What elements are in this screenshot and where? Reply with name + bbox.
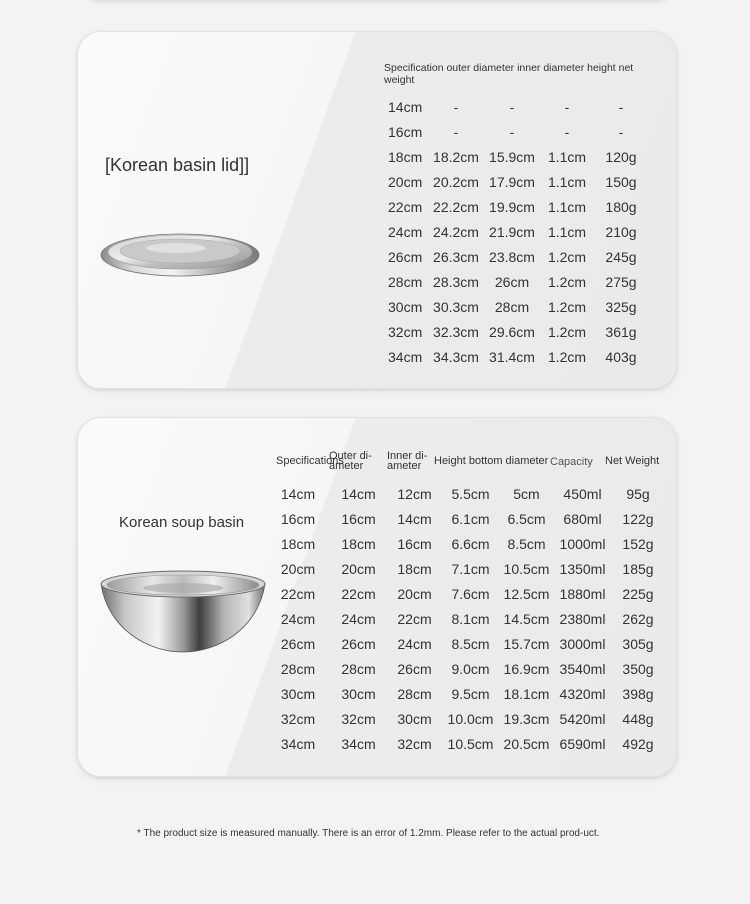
basin-table-cell: 18cm: [280, 535, 316, 552]
lid-table-cell: 26.3cm: [433, 248, 479, 265]
lid-table-cell: 28.3cm: [433, 273, 479, 290]
basin-table-cell: 10.5cm: [503, 560, 550, 577]
basin-spec-table: [276, 481, 666, 756]
basin-table-cell: 5.5cm: [451, 485, 490, 502]
lid-table-cell: -: [453, 123, 459, 140]
basin-table-cell: 185g: [622, 560, 654, 577]
basin-table-row: [276, 506, 666, 531]
footnote: * The product size is measured manually. There is an error of 1.2mm. Please refer to the actual prod-uct.: [137, 828, 600, 839]
lid-table-cell: -: [509, 98, 515, 115]
basin-table-cell: 6590ml: [559, 735, 606, 752]
basin-table-cell: 32cm: [280, 710, 316, 727]
lid-spec-table: [384, 94, 648, 369]
lid-table-cell: 34.3cm: [433, 348, 479, 365]
basin-table-cell: 6.6cm: [451, 535, 490, 552]
basin-table-row: [276, 531, 666, 556]
lid-table-cell: 210g: [605, 223, 637, 240]
basin-table-cell: 6.1cm: [451, 510, 490, 527]
lid-table-row: [384, 144, 648, 169]
basin-table-row: [276, 606, 666, 631]
basin-table-cell: 225g: [622, 585, 654, 602]
basin-table-cell: 9.0cm: [451, 660, 490, 677]
lid-table-cell: 1.2cm: [547, 273, 587, 290]
lid-table-cell: 21.9cm: [489, 223, 535, 240]
lid-table-cell: 18.2cm: [433, 148, 479, 165]
basin-table-cell: 18cm: [397, 560, 432, 577]
lid-table-cell: 1.2cm: [547, 348, 587, 365]
soup-basin-image: [98, 564, 268, 654]
lid-table-cell: -: [564, 98, 570, 115]
basin-table-cell: 448g: [622, 710, 654, 727]
basin-table-cell: 350g: [622, 660, 654, 677]
basin-table-cell: 2380ml: [559, 610, 606, 627]
basin-table-cell: 492g: [622, 735, 654, 752]
basin-table-cell: 22cm: [280, 585, 316, 602]
basin-table-cell: 34cm: [341, 735, 376, 752]
basin-table-cell: 6.5cm: [507, 510, 546, 527]
lid-table-row: [384, 294, 648, 319]
lid-table-row: [384, 119, 648, 144]
basin-table-cell: 450ml: [563, 485, 602, 502]
soup-basin-card: [77, 417, 677, 777]
basin-table-cell: 122g: [622, 510, 654, 527]
lid-table-cell: 180g: [605, 198, 637, 215]
lid-table-cell: 16cm: [388, 123, 423, 140]
basin-table-cell: 14cm: [280, 485, 316, 502]
header-capacity: Capacity: [550, 456, 593, 468]
basin-table-cell: 3000ml: [559, 635, 606, 652]
basin-table-cell: 14.5cm: [503, 610, 550, 627]
basin-table-cell: 1000ml: [559, 535, 606, 552]
lid-table-cell: 1.1cm: [547, 148, 587, 165]
lid-table-cell: 23.8cm: [489, 248, 535, 265]
basin-table-cell: 22cm: [341, 585, 376, 602]
lid-table-cell: 1.1cm: [547, 198, 587, 215]
lid-table-cell: 28cm: [494, 298, 530, 315]
header-specifications: Specifications: [276, 455, 344, 467]
basin-table-cell: 3540ml: [559, 660, 606, 677]
lid-table-cell: 26cm: [494, 273, 530, 290]
lid-table-cell: 24.2cm: [433, 223, 479, 240]
basin-table-cell: 20cm: [397, 585, 432, 602]
basin-table-cell: 1880ml: [559, 585, 606, 602]
basin-table-cell: 5420ml: [559, 710, 606, 727]
basin-table-cell: 20cm: [280, 560, 316, 577]
basin-table-cell: 95g: [626, 485, 650, 502]
lid-table-row: [384, 344, 648, 369]
basin-table-cell: 16.9cm: [503, 660, 550, 677]
lid-table-cell: 24cm: [388, 223, 423, 240]
basin-table-cell: 24cm: [397, 635, 432, 652]
lid-table-cell: 403g: [605, 348, 637, 365]
basin-table-cell: 4320ml: [559, 685, 606, 702]
lid-table-cell: 18cm: [388, 148, 423, 165]
lid-table-cell: 1.2cm: [547, 323, 587, 340]
basin-table-cell: 28cm: [397, 685, 432, 702]
basin-table-cell: 14cm: [397, 510, 432, 527]
basin-lid-card: [77, 31, 677, 389]
basin-table-cell: 30cm: [341, 685, 376, 702]
basin-table-row: [276, 656, 666, 681]
lid-table-row: [384, 219, 648, 244]
basin-table-cell: 18cm: [341, 535, 376, 552]
basin-table-cell: 398g: [622, 685, 654, 702]
basin-lid-image: [100, 226, 260, 306]
lid-table-cell: 26cm: [388, 248, 423, 265]
basin-table-cell: 305g: [622, 635, 654, 652]
lid-table-cell: -: [618, 123, 624, 140]
lid-table-cell: 30cm: [388, 298, 423, 315]
basin-table-row: [276, 681, 666, 706]
lid-table-cell: 325g: [605, 298, 637, 315]
basin-table-cell: 18.1cm: [503, 685, 550, 702]
basin-table-cell: 680ml: [563, 510, 602, 527]
basin-table-row: [276, 706, 666, 731]
basin-table-cell: 14cm: [341, 485, 376, 502]
lid-table-cell: 20.2cm: [433, 173, 479, 190]
basin-table-cell: 16cm: [397, 535, 432, 552]
basin-table-cell: 26cm: [397, 660, 432, 677]
basin-table-cell: 32cm: [341, 710, 376, 727]
basin-table-cell: 26cm: [280, 635, 316, 652]
lid-table-cell: -: [509, 123, 515, 140]
lid-table-cell: 32.3cm: [433, 323, 479, 340]
lid-table-cell: 28cm: [388, 273, 423, 290]
basin-table-cell: 32cm: [397, 735, 432, 752]
basin-table-cell: 12.5cm: [503, 585, 550, 602]
basin-table-row: [276, 631, 666, 656]
basin-table-cell: 16cm: [341, 510, 376, 527]
basin-table-cell: 24cm: [341, 610, 376, 627]
header-outer-diameter: Outer di-ameter: [329, 450, 372, 472]
lid-table-cell: 17.9cm: [489, 173, 535, 190]
lid-table-cell: 15.9cm: [489, 148, 535, 165]
basin-table-cell: 152g: [622, 535, 654, 552]
lid-table-cell: 32cm: [388, 323, 423, 340]
basin-table-cell: 26cm: [341, 635, 376, 652]
lid-table-cell: -: [618, 98, 624, 115]
basin-table-cell: 24cm: [280, 610, 316, 627]
header-height-bottom-diameter: Height bottom diameter: [434, 455, 549, 467]
basin-table-cell: 7.1cm: [451, 560, 490, 577]
basin-table-cell: 20cm: [341, 560, 376, 577]
lid-table-cell: -: [564, 123, 570, 140]
basin-table-cell: 8.5cm: [507, 535, 546, 552]
lid-table-header: Specification outer diameter inner diameter height net weight: [384, 62, 634, 86]
lid-table-cell: 29.6cm: [489, 323, 535, 340]
lid-table-cell: 275g: [605, 273, 637, 290]
basin-table-cell: 12cm: [397, 485, 432, 502]
basin-table-cell: 28cm: [341, 660, 376, 677]
header-net-weight: Net Weight: [605, 455, 660, 467]
basin-table-cell: 30cm: [397, 710, 432, 727]
lid-table-cell: 22cm: [388, 198, 423, 215]
basin-table-cell: 22cm: [397, 610, 432, 627]
lid-table-cell: 34cm: [388, 348, 423, 365]
lid-table-cell: 22.2cm: [433, 198, 479, 215]
lid-table-cell: 1.1cm: [547, 173, 587, 190]
basin-table-row: [276, 581, 666, 606]
basin-table-header: [276, 450, 676, 478]
lid-table-cell: 19.9cm: [489, 198, 535, 215]
lid-table-cell: 120g: [605, 148, 637, 165]
lid-table-cell: 245g: [605, 248, 637, 265]
lid-table-row: [384, 169, 648, 194]
basin-table-cell: 8.5cm: [451, 635, 490, 652]
basin-table-cell: 15.7cm: [503, 635, 550, 652]
basin-table-cell: 5cm: [513, 485, 540, 502]
lid-table-cell: 14cm: [388, 98, 423, 115]
lid-table-cell: 30.3cm: [433, 298, 479, 315]
basin-table-row: [276, 556, 666, 581]
basin-table-cell: 16cm: [280, 510, 316, 527]
basin-table-cell: 262g: [622, 610, 654, 627]
lid-table-row: [384, 269, 648, 294]
basin-table-cell: 30cm: [280, 685, 316, 702]
basin-table-row: [276, 731, 666, 756]
basin-table-cell: 10.0cm: [447, 710, 494, 727]
lid-table-row: [384, 194, 648, 219]
header-inner-diameter: Inner di-ameter: [387, 450, 428, 472]
basin-table-cell: 28cm: [280, 660, 316, 677]
basin-title: Korean soup basin: [119, 514, 245, 531]
lid-table-cell: 1.2cm: [547, 298, 587, 315]
basin-table-cell: 10.5cm: [447, 735, 494, 752]
lid-table-cell: 1.2cm: [547, 248, 587, 265]
basin-table-cell: 1350ml: [559, 560, 606, 577]
basin-table-cell: 9.5cm: [451, 685, 490, 702]
basin-table-cell: 19.3cm: [503, 710, 550, 727]
lid-table-cell: -: [453, 98, 459, 115]
basin-table-row: [276, 481, 666, 506]
lid-table-row: [384, 94, 648, 119]
lid-table-row: [384, 244, 648, 269]
basin-table-cell: 8.1cm: [451, 610, 490, 627]
basin-table-cell: 7.6cm: [451, 585, 490, 602]
lid-table-cell: 150g: [605, 173, 637, 190]
lid-table-cell: 20cm: [388, 173, 423, 190]
lid-table-cell: 31.4cm: [489, 348, 535, 365]
lid-table-cell: 1.1cm: [547, 223, 587, 240]
lid-table-row: [384, 319, 648, 344]
lid-title: [Korean basin lid]]: [105, 155, 250, 175]
basin-table-cell: 20.5cm: [503, 735, 550, 752]
lid-table-cell: 361g: [605, 323, 637, 340]
basin-table-cell: 34cm: [280, 735, 316, 752]
